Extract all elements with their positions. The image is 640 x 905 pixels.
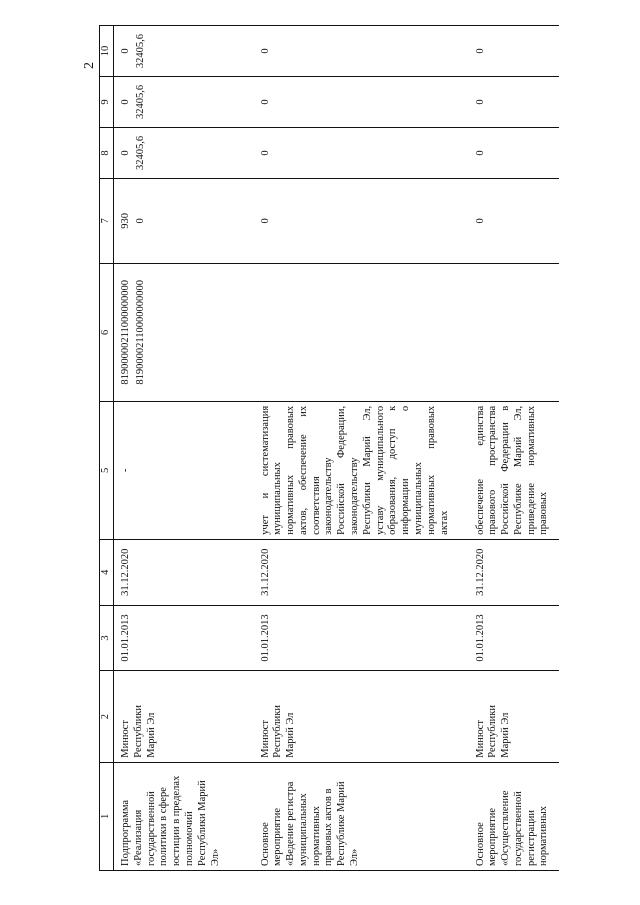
value: 0 [134, 218, 146, 224]
start-date: 01.01.2013 [469, 605, 559, 671]
column-header: 9 [100, 77, 114, 128]
value: 32405,6 [134, 33, 146, 69]
value-col-7 [114, 178, 254, 263]
value: 0 [120, 48, 131, 54]
table-row [469, 26, 559, 871]
responsible-executor: Минюст Республики Марий Эл [254, 671, 469, 762]
end-date: 31.12.2020 [254, 539, 469, 605]
start-date: 01.01.2013 [114, 605, 254, 671]
end-date: 31.12.2020 [114, 539, 254, 605]
value-col-8 [114, 127, 254, 178]
value-col-8: 0 [254, 127, 469, 178]
measure-name: Основное мероприятие «Ведение регистра муниципальных нормативных правовых актов в Республике Марий Эл» [254, 762, 469, 870]
value-col-8: 0 [469, 127, 559, 178]
expected-result: обеспечение единства правового пространства Российской Федерации в Республике Марий Эл, приведение нормативных правовых [469, 401, 559, 539]
expected-result: - [114, 401, 254, 539]
column-header: 8 [100, 127, 114, 178]
column-number-row [100, 26, 114, 871]
table-row [254, 26, 469, 871]
value-col-9: 0 [254, 77, 469, 128]
value-col-9: 0 [469, 77, 559, 128]
responsible-executor: Минюст Республики Марий Эл [469, 671, 559, 762]
budget-code: 81900002110000000000 [134, 280, 146, 385]
column-header: 10 [100, 26, 114, 77]
measure-name: Основное мероприятие «Осуществление государственной регистрации нормативных [469, 762, 559, 870]
column-header: 7 [100, 178, 114, 263]
value-col-10: 0 [254, 26, 469, 77]
value: 32405,6 [134, 84, 146, 120]
column-header: 1 [100, 762, 114, 870]
budget-codes [469, 263, 559, 401]
value-col-7: 0 [469, 178, 559, 263]
start-date: 01.01.2013 [254, 605, 469, 671]
expected-result: учет и систематизация муниципальных нормативных правовых актов, обеспечение их соответствия законодательству Российской Федерации, законодательству Республики Марий Эл, уставу муниципального образования, доступ к информации о муниципальных нормативных правовых актах [254, 401, 469, 539]
budget-code: 81900000211000000000 [120, 280, 131, 385]
value-col-9 [114, 77, 254, 128]
value: 0 [120, 99, 131, 105]
column-header: 2 [100, 671, 114, 762]
page-number: 2 [82, 62, 97, 69]
column-header: 3 [100, 605, 114, 671]
responsible-executor: Минюст Республики Марий Эл [114, 671, 254, 762]
value: 930 [120, 213, 131, 229]
column-header: 6 [100, 263, 114, 401]
measure-name: Подпрограмма «Реализация государственной политики в сфере юстиции в пределах полномочий Республики Марий Эл» [114, 762, 254, 870]
value: 0 [120, 150, 131, 156]
column-header: 4 [100, 539, 114, 605]
value: 32405,6 [134, 135, 146, 170]
value-col-10: 0 [469, 26, 559, 77]
end-date: 31.12.2020 [469, 539, 559, 605]
table-row [114, 26, 254, 871]
value-col-10 [114, 26, 254, 77]
value-col-7: 0 [254, 178, 469, 263]
budget-codes [254, 263, 469, 401]
budget-codes [114, 263, 254, 401]
program-table [99, 25, 559, 871]
column-header: 5 [100, 401, 114, 539]
